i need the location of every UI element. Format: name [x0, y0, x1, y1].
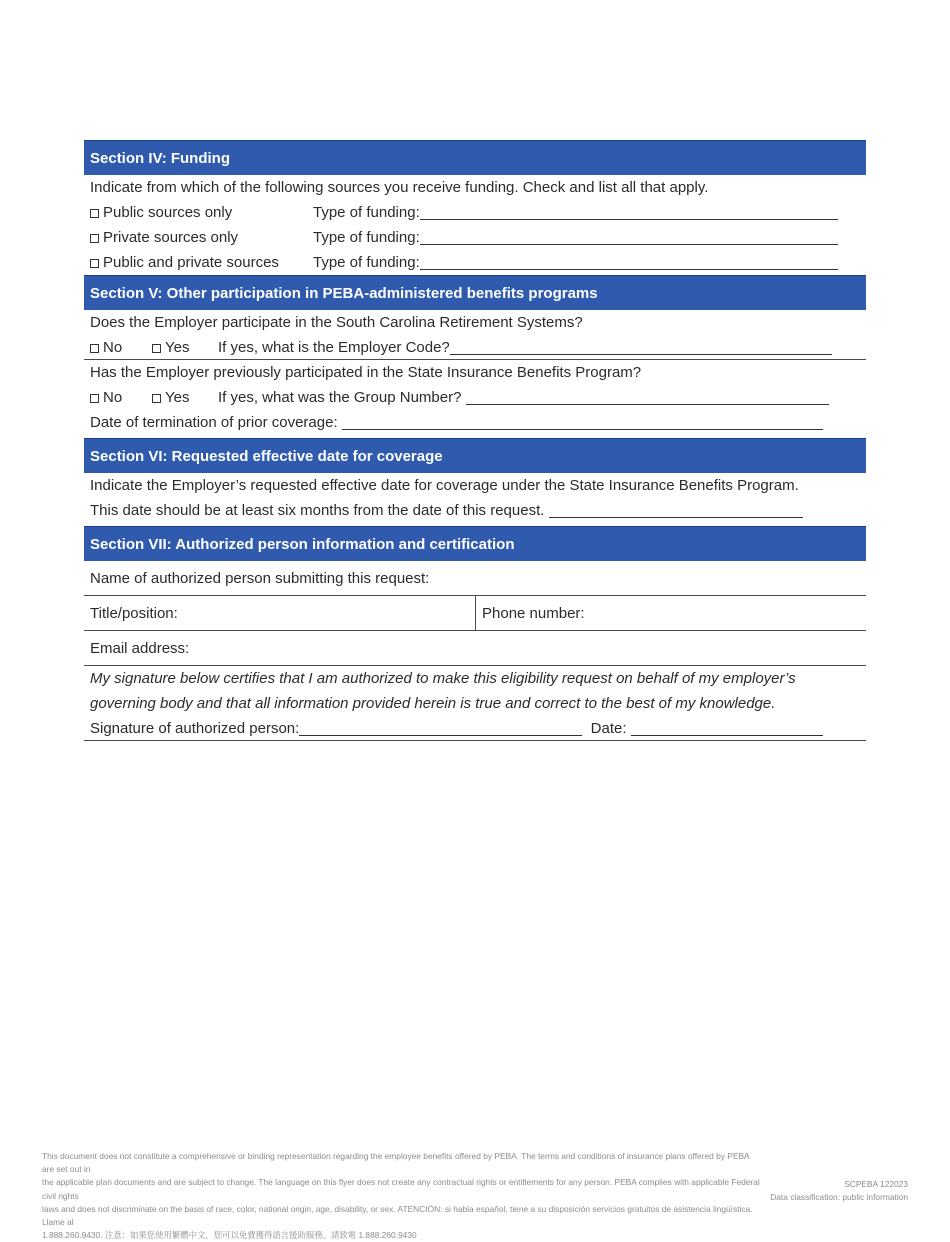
section-vi-header: Section VI: Requested effective date for coverage	[84, 438, 866, 473]
authorized-name-label: Name of authorized person submitting this request:	[90, 570, 430, 587]
signature-input[interactable]	[299, 720, 582, 736]
insurance-question: Has the Employer previously participated in the State Insurance Benefits Program?	[90, 364, 642, 381]
termination-date-input[interactable]	[342, 414, 823, 430]
type-of-funding-public-private-input[interactable]	[420, 254, 838, 270]
checkbox-private-sources[interactable]	[90, 234, 99, 243]
termination-label: Date of termination of prior coverage:	[90, 414, 338, 431]
section-v-header: Section V: Other participation in PEBA-administered benefits programs	[84, 275, 866, 310]
email-address-label: Email address:	[90, 640, 190, 657]
termination-row	[84, 410, 866, 435]
certification-line1: My signature below certifies that I am authorized to make this eligibility request on behalf of my employer’s	[90, 670, 796, 687]
type-of-funding-private-input[interactable]	[420, 229, 838, 245]
type-of-funding-public-input[interactable]	[420, 204, 838, 220]
phone-number-field[interactable]	[475, 596, 866, 630]
checkbox-retirement-yes[interactable]	[152, 344, 161, 353]
date-label: Date:	[590, 720, 627, 737]
retirement-answer-row: No Yes If yes, what is the Employer Code?	[84, 335, 866, 360]
checkbox-retirement-no[interactable]	[90, 344, 99, 353]
type-of-funding-label: Type of funding:	[313, 204, 420, 221]
checkbox-insurance-no[interactable]	[90, 394, 99, 403]
checkbox-public-sources[interactable]	[90, 209, 99, 218]
title-position-field[interactable]	[84, 596, 475, 630]
phone-number-label: Phone number:	[482, 605, 585, 622]
type-of-funding-label: Type of funding:	[313, 254, 420, 271]
footer-meta	[770, 1178, 908, 1204]
data-classification: Data classification: public information	[770, 1192, 908, 1203]
funding-option-public-private: Public and private sources Type of funding:	[84, 250, 866, 275]
date-input[interactable]	[631, 720, 823, 736]
footer-disclaimer	[42, 1150, 762, 1242]
effective-date-line1: Indicate the Employer’s requested effective date for coverage under the State Insurance Benefits Program.	[90, 477, 799, 494]
authorized-name-row[interactable]	[84, 561, 866, 596]
footer-line: This document does not constitute a comprehensive or binding representation regarding the employee benefits offered by PEBA. The terms and conditions of insurance plans offered by PEBA are set out in	[42, 1151, 750, 1175]
form-code: SCPEBA 122023	[844, 1179, 908, 1189]
footer-line: 1.888.260.9430. 注意：如果您使用繁體中文，您可以免費獲得語言援助服務。請致電 1.888.260.9430	[42, 1230, 417, 1241]
title-phone-row	[84, 596, 866, 631]
effective-date-label: This date should be at least six months from the date of this request.	[90, 502, 545, 519]
section-vii-header: Section VII: Authorized person information and certification	[84, 526, 866, 561]
effective-date-input[interactable]	[549, 502, 803, 518]
effective-date-row	[84, 498, 866, 523]
funding-instruction: Indicate from which of the following sources you receive funding. Check and list all that apply.	[90, 179, 709, 196]
group-number-label: If yes, what was the Group Number?	[218, 389, 462, 406]
retirement-question: Does the Employer participate in the South Carolina Retirement Systems?	[90, 314, 583, 331]
footer-line: laws and does not discriminate on the basis of race, color, national origin, age, disability, or sex. ATENCIÓN: si habla español, tiene a su disposición servicios gratuitos de asistencia lingüística. Llame al	[42, 1203, 753, 1228]
employer-code-input[interactable]	[450, 339, 832, 355]
footer-line: the applicable plan documents and are subject to change. The language on this flyer does not create any contractual rights or entitlements for any person. PEBA complies with applicable Federal civil rights	[42, 1177, 760, 1201]
certification-line2: governing body and that all information provided herein is true and correct to the best of my knowledge.	[90, 695, 776, 712]
section-iv-header: Section IV: Funding	[84, 140, 866, 175]
title-position-label: Title/position:	[90, 605, 178, 622]
checkbox-public-private-sources[interactable]	[90, 259, 99, 268]
form-container	[84, 140, 866, 741]
signature-label: Signature of authorized person:	[90, 720, 300, 737]
employer-code-label: If yes, what is the Employer Code?	[218, 339, 450, 356]
type-of-funding-label: Type of funding:	[313, 229, 420, 246]
signature-row	[84, 716, 866, 741]
checkbox-insurance-yes[interactable]	[152, 394, 161, 403]
funding-option-public: Public sources only Type of funding:	[84, 200, 866, 225]
insurance-answer-row: No Yes If yes, what was the Group Number?	[84, 385, 866, 410]
group-number-input[interactable]	[466, 389, 829, 405]
funding-option-private: Private sources only Type of funding:	[84, 225, 866, 250]
email-row[interactable]	[84, 631, 866, 666]
